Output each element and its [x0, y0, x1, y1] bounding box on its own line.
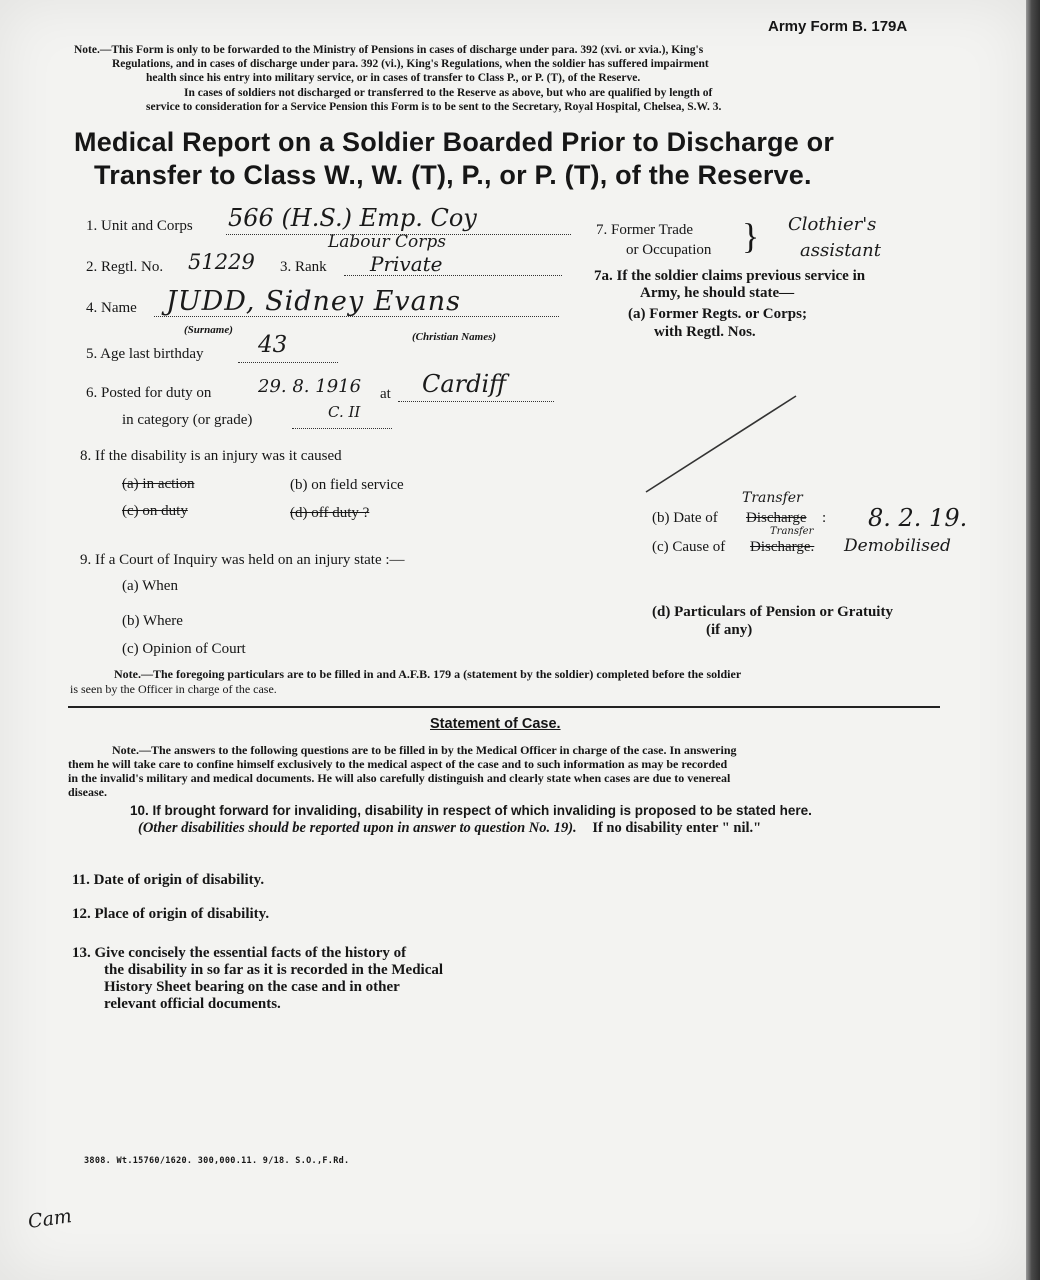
category-line [292, 428, 392, 429]
age-line [238, 362, 338, 363]
trade-value-1: Clothier's [788, 214, 877, 235]
unit-label: 1. Unit and Corps [86, 218, 193, 234]
prev-a-label-2: with Regtl. Nos. [654, 324, 756, 340]
section-divider [68, 706, 940, 708]
discharge-b-colon: : [822, 510, 827, 526]
discharge-c-over: Transfer [770, 526, 814, 537]
q13-label-4: relevant official documents. [104, 996, 281, 1012]
posted-date: 29. 8. 1916 [258, 376, 362, 397]
q11-label: 11. Date of origin of disability. [72, 872, 265, 888]
statement-heading: Statement of Case. [430, 716, 561, 732]
regtl-value: 51229 [188, 250, 255, 274]
posted-at-label: at [380, 386, 391, 402]
surname-caption: (Surname) [184, 324, 233, 336]
statement-note-line-2: them he will take care to confine himself exclusively to the medical aspect of the case and to such information as may be recorded [68, 757, 728, 771]
unit-value-2: Labour Corps [328, 232, 446, 252]
q8-option-d: (d) off duty ? [290, 505, 370, 521]
rank-label: 3. Rank [280, 259, 327, 275]
prev-a-label-1: (a) Former Regts. or Corps; [628, 306, 807, 322]
form-number: Army Form B. 179A [768, 18, 908, 35]
q13-label-3: History Sheet bearing on the case and in other [104, 979, 400, 995]
title-line-2: Transfer to Class W., W. (T), P., or P. (T), of the Reserve. [94, 160, 812, 190]
top-note-line-4: In cases of soldiers not discharged or transferred to the Reserve as above, but who are qualified by length of [184, 87, 713, 99]
category-label: in category (or grade) [122, 412, 253, 428]
pen-stroke-mark [640, 390, 800, 500]
rank-value: Private [370, 252, 443, 276]
q10-sub [138, 820, 761, 837]
top-note-line-3: health since his entry into military service, or in cases of transfer to Class P., or P. (T), of the Reserve. [146, 72, 641, 84]
discharge-d-label-1: (d) Particulars of Pension or Gratuity [652, 604, 893, 620]
trade-value-2: assistant [800, 240, 881, 261]
q13-label-2: the disability in so far as it is recorded in the Medical [104, 962, 444, 978]
statement-note-line-4: disease. [68, 785, 107, 799]
q12-label: 12. Place of origin of disability. [72, 906, 270, 922]
prev-service-label-1: 7a. If the soldier claims previous service in [594, 268, 866, 284]
discharge-b-struck: Discharge [746, 510, 807, 526]
top-note-line-5: service to consideration for a Service Pension this Form is to be sent to the Secretary, Royal Hospital, Chelsea, S.W. 3. [146, 101, 722, 113]
name-label: 4. Name [86, 300, 137, 316]
discharge-c-struck: Discharge. [750, 539, 815, 555]
discharge-c-value: Demobilised [844, 536, 951, 556]
category-value: C. II [328, 403, 361, 421]
discharge-c-label: (c) Cause of [652, 539, 726, 555]
q13-label-1: 13. Give concisely the essential facts of the history of [72, 945, 407, 961]
prev-service-label-2: Army, he should state— [640, 285, 795, 301]
q8-option-b: (b) on field service [290, 477, 404, 493]
name-value: JUDD, Sidney Evans [166, 286, 462, 317]
posted-place: Cardiff [422, 370, 507, 398]
discharge-b-over: Transfer [742, 490, 803, 506]
q9-label: 9. If a Court of Inquiry was held on an injury state :— [80, 552, 405, 568]
posted-line [398, 401, 554, 402]
discharge-b-label: (b) Date of [652, 510, 718, 526]
q8-option-a: (a) in action [122, 476, 195, 492]
q9-when: (a) When [122, 578, 178, 594]
q10-label: 10. If brought forward for invaliding, disability in respect of which invaliding is proposed to be stated here. [130, 803, 812, 818]
statement-note-line-1: Note.—The answers to the following questions are to be filled in by the Medical Officer in charge of the case. In answering [112, 743, 737, 757]
trade-label-1: 7. Former Trade [596, 222, 694, 238]
posted-label: 6. Posted for duty on [86, 385, 212, 401]
page-edge-shadow [1026, 0, 1040, 1280]
mid-note-line-2: is seen by the Officer in charge of the case. [70, 682, 277, 696]
q10-sub-plain: If no disability enter " nil." [592, 820, 762, 836]
q9-where: (b) Where [122, 613, 183, 629]
printer-imprint: 3808. Wt.15760/1620. 300,000.11. 9/18. S.O.,F.Rd. [84, 1156, 350, 1166]
q8-label: 8. If the disability is an injury was it caused [80, 448, 342, 464]
bottom-scribble: Cam [26, 1205, 74, 1233]
q9-opinion: (c) Opinion of Court [122, 641, 246, 657]
regtl-label: 2. Regtl. No. [86, 259, 164, 275]
unit-value: 566 (H.S.) Emp. Coy [228, 204, 477, 232]
trade-brace: } [742, 216, 760, 256]
top-note-line-1: Note.—This Form is only to be forwarded to the Ministry of Pensions in cases of discharge under para. 392 (xvi. or xvia.), King's [74, 44, 704, 56]
trade-label-2: or Occupation [626, 242, 712, 258]
discharge-d-label-2: (if any) [706, 622, 753, 638]
christian-caption: (Christian Names) [412, 331, 497, 343]
top-note-line-2: Regulations, and in cases of discharge under para. 392 (vi.), King's Regulations, when the soldier has suffered impairment [112, 58, 709, 70]
age-value: 43 [258, 332, 288, 358]
title-line-1: Medical Report on a Soldier Boarded Prior to Discharge or [74, 127, 835, 157]
q8-option-c: (c) on duty [122, 503, 188, 519]
age-label: 5. Age last birthday [86, 346, 204, 362]
mid-note-line-1: Note.—The foregoing particulars are to be filled in and A.F.B. 179 a (statement by the soldier) completed before the soldier [114, 667, 742, 681]
discharge-b-value: 8. 2. 19. [868, 504, 968, 532]
q10-sub-italic: (Other disabilities should be reported upon in answer to question No. 19). [138, 820, 577, 836]
statement-note-line-3: in the invalid's military and medical documents. He will also carefully distinguish and clearly state when cases are due to venereal [68, 771, 731, 785]
